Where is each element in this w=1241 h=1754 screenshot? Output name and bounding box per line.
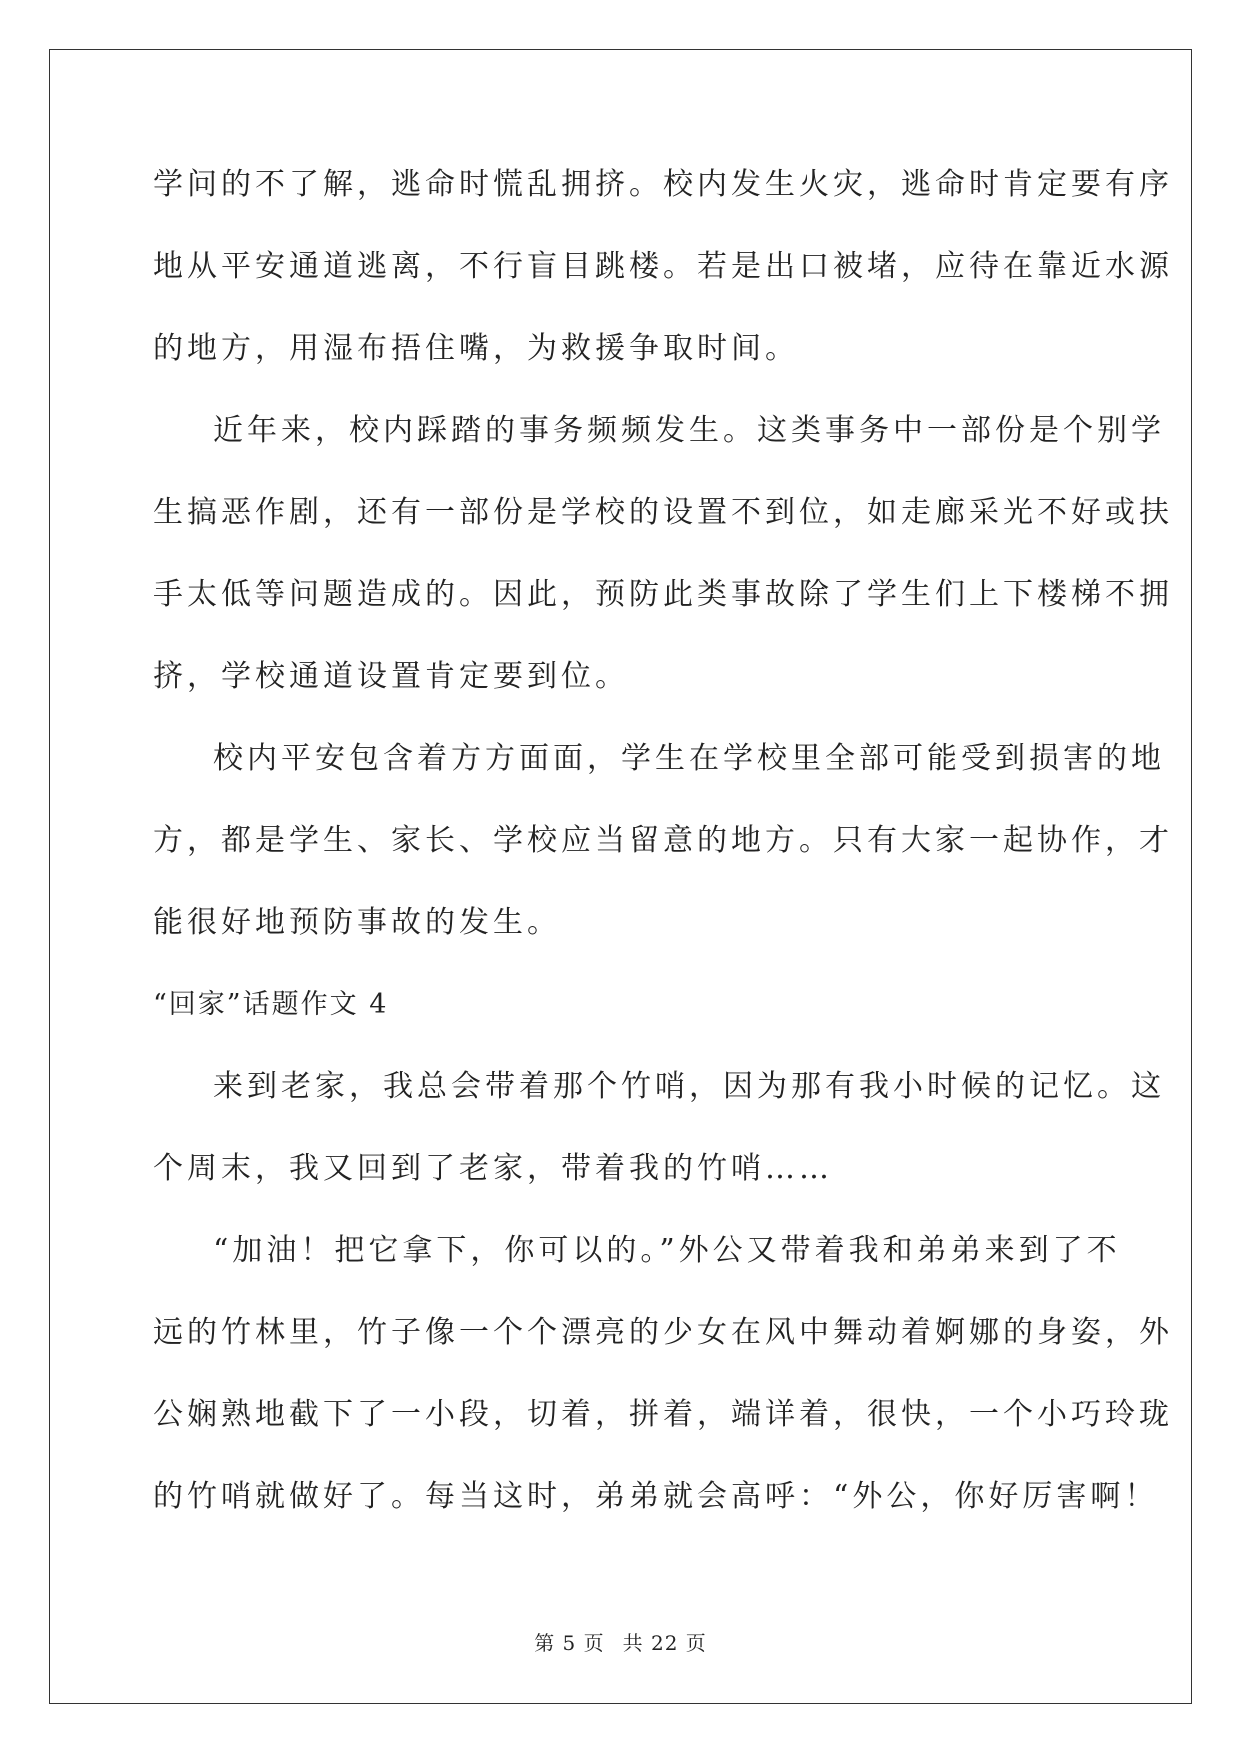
- paragraph-start-line: 来到老家，我总会带着那个竹哨，因为那有我小时候的记忆。这: [213, 1069, 1165, 1104]
- text-line: 远的竹林里，竹子像一个个漂亮的少女在风中舞动着婀娜的身姿，外: [153, 1315, 1173, 1350]
- text-line: 方，都是学生、家长、学校应当留意的地方。只有大家一起协作，才: [153, 823, 1173, 858]
- text-line: 挤，学校通道设置肯定要到位。: [153, 659, 629, 694]
- page-total: 共 22 页: [622, 1631, 707, 1655]
- text-line: 能很好地预防事故的发生。: [153, 905, 561, 940]
- text-line: 地从平安通道逃离，不行盲目跳楼。若是出口被堵，应待在靠近水源: [153, 249, 1173, 284]
- text-line: 的竹哨就做好了。每当这时，弟弟就会高呼：“外公，你好厉害啊！: [153, 1479, 1159, 1514]
- page-number: 第 5 页: [534, 1631, 605, 1655]
- document-body: [153, 155, 1173, 1549]
- text-line: 手太低等问题造成的。因此，预防此类事故除了学生们上下楼梯不拥: [153, 577, 1173, 612]
- paragraph-start-line: “加油！把它拿下，你可以的。”外公又带着我和弟弟来到了不: [213, 1233, 1121, 1268]
- page-footer: [0, 1627, 1241, 1656]
- text-line: 的地方，用湿布捂住嘴，为救援争取时间。: [153, 331, 799, 366]
- paragraph-start-line: 近年来，校内踩踏的事务频频发生。这类事务中一部份是个别学: [213, 413, 1165, 448]
- paragraph-start-line: 校内平安包含着方方面面，学生在学校里全部可能受到损害的地: [213, 741, 1165, 776]
- text-line: 生搞恶作剧，还有一部份是学校的设置不到位，如走廊采光不好或扶: [153, 495, 1173, 530]
- section-heading: “回家”话题作文 4: [153, 989, 389, 1020]
- text-line: 个周末，我又回到了老家，带着我的竹哨……: [153, 1151, 833, 1186]
- text-line: 公娴熟地截下了一小段，切着，拼着，端详着，很快，一个小巧玲珑: [153, 1397, 1173, 1432]
- text-line: 学问的不了解，逃命时慌乱拥挤。校内发生火灾，逃命时肯定要有序: [153, 167, 1173, 202]
